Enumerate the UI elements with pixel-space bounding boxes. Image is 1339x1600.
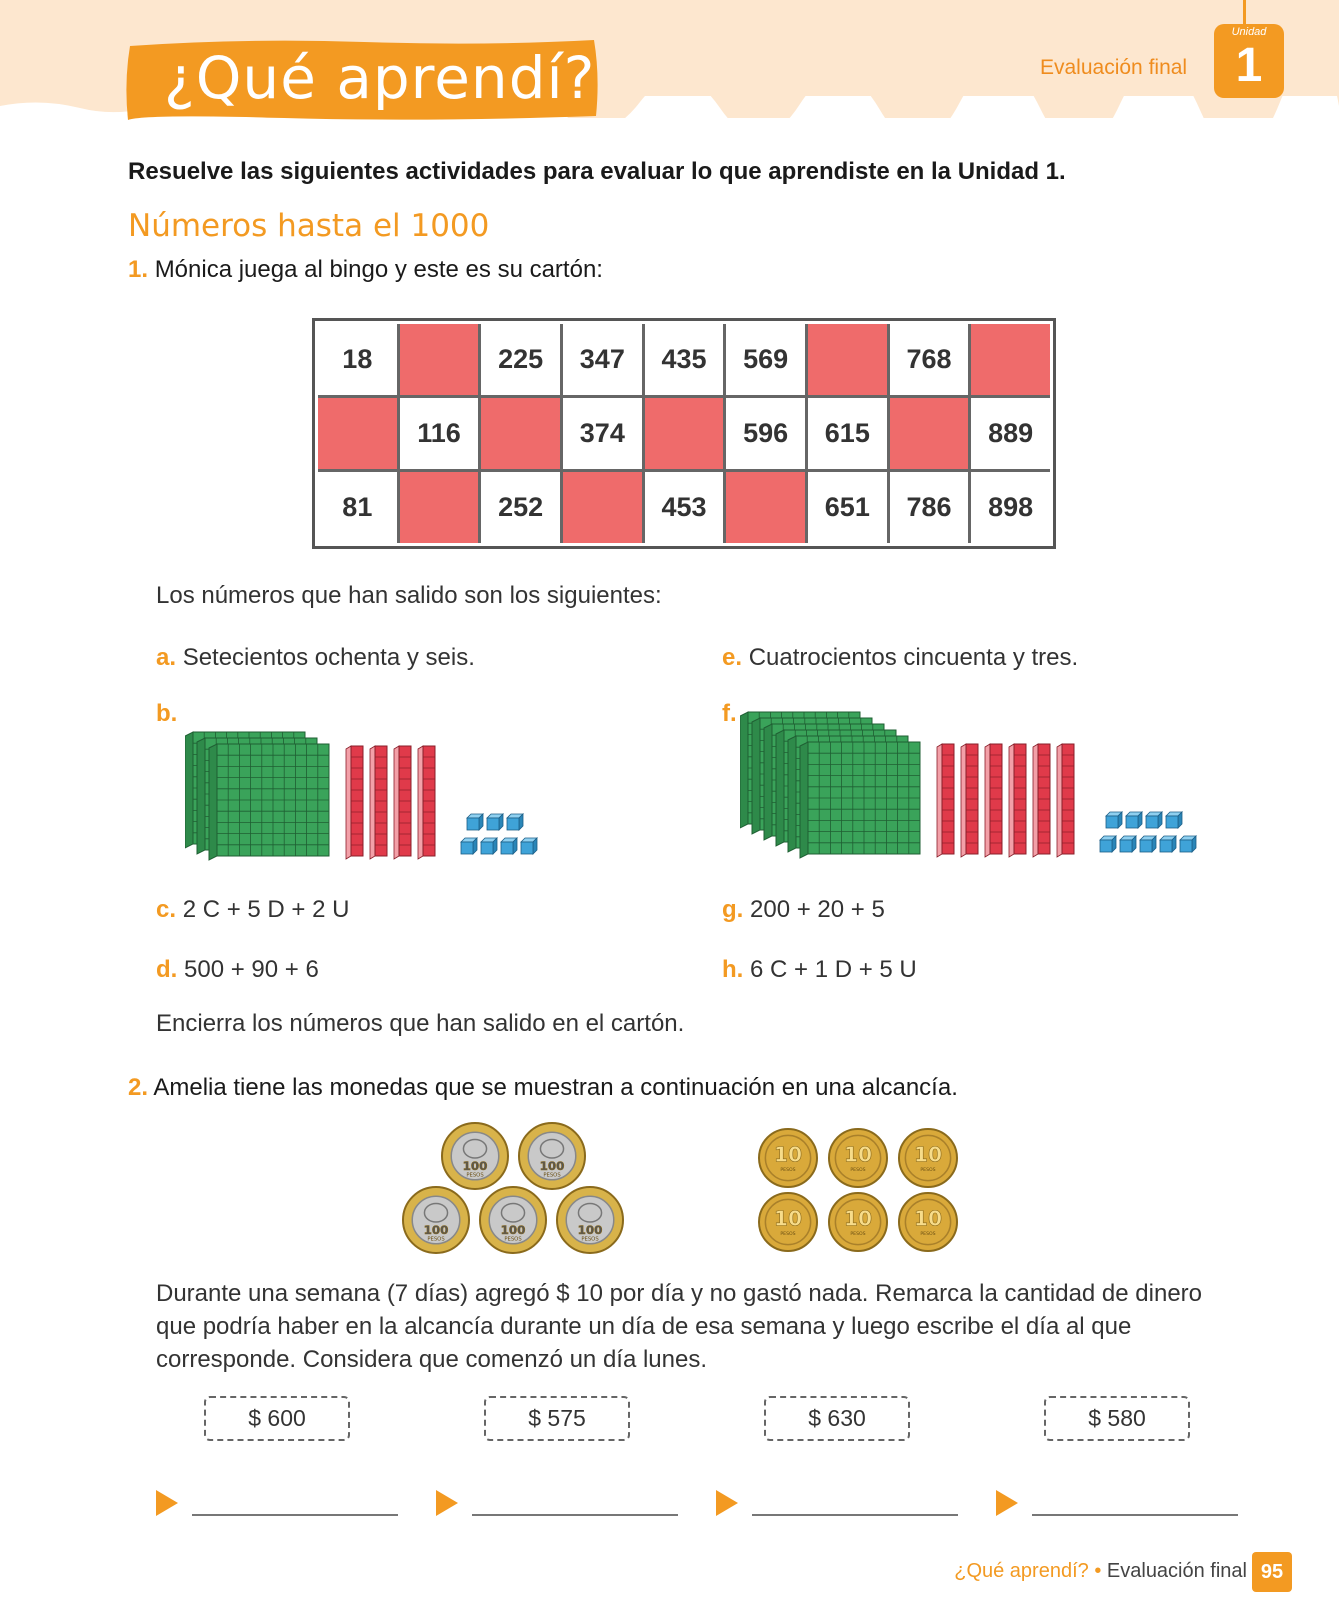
svg-text:10: 10 — [843, 1142, 873, 1167]
unit-cube — [1166, 812, 1182, 828]
hundred-block — [800, 742, 920, 858]
bingo-grid — [318, 324, 1050, 543]
item-a: a. Setecientos ochenta y seis. — [156, 644, 475, 671]
bingo-number-cell[interactable]: 889 — [971, 398, 1050, 469]
amount-option-630[interactable]: $ 630 — [764, 1396, 910, 1441]
unit-cube — [507, 814, 523, 830]
unit-cube — [1140, 836, 1156, 852]
unit-number: 1 — [1235, 39, 1263, 92]
svg-text:PESOS: PESOS — [850, 1168, 866, 1174]
coin-100-icon — [480, 1187, 546, 1253]
coin-10-icon — [899, 1193, 957, 1251]
section-label: Evaluación final — [1040, 56, 1188, 79]
page-number: 95 — [1252, 1552, 1292, 1592]
coin-10-icon — [759, 1129, 817, 1187]
write-line[interactable] — [752, 1514, 958, 1516]
bingo-number-cell[interactable]: 225 — [481, 324, 560, 395]
bingo-number-cell[interactable]: 615 — [808, 398, 887, 469]
item-f-letter: f. — [722, 700, 737, 727]
unit-cube — [521, 838, 537, 854]
svg-text:PESOS: PESOS — [504, 1236, 522, 1243]
unit-cube — [481, 838, 497, 854]
arrow-icon — [716, 1490, 738, 1516]
amount-option-575[interactable]: $ 575 — [484, 1396, 630, 1441]
bingo-number-cell[interactable]: 786 — [890, 472, 969, 543]
coin-10-icon — [759, 1193, 817, 1251]
ten-rod — [1057, 744, 1074, 857]
coin-10-icon — [829, 1193, 887, 1251]
coin-10-icon — [829, 1129, 887, 1187]
bingo-number-cell[interactable]: 768 — [890, 324, 969, 395]
ten-rod — [1009, 744, 1026, 857]
svg-text:10: 10 — [913, 1206, 943, 1231]
coin-100-icon — [442, 1123, 508, 1189]
paragraph-line-1: Durante una semana (7 días) agregó $ 10 por día y no gastó nada. Remarca la cantidad de dinero — [156, 1280, 1203, 1307]
svg-text:PESOS: PESOS — [581, 1236, 599, 1243]
question-text: Mónica juega al bingo y este es su cartón: — [154, 256, 603, 283]
bingo-blank-cell — [563, 472, 642, 543]
ten-rod — [346, 746, 363, 859]
bingo-number-cell[interactable]: 435 — [645, 324, 724, 395]
question-1 — [128, 256, 603, 284]
svg-text:10: 10 — [773, 1206, 803, 1231]
bingo-number-cell[interactable]: 347 — [563, 324, 642, 395]
svg-text:PESOS: PESOS — [427, 1236, 445, 1243]
svg-text:10: 10 — [913, 1142, 943, 1167]
bingo-number-cell[interactable]: 18 — [318, 324, 397, 395]
svg-text:PESOS: PESOS — [920, 1232, 936, 1238]
bingo-card — [312, 318, 1056, 549]
subheading: Números hasta el 1000 — [128, 208, 490, 244]
ten-rod — [394, 746, 411, 859]
bingo-blank-cell — [808, 324, 887, 395]
unit-cube — [467, 814, 483, 830]
unit-cube — [501, 838, 517, 854]
base-ten-blocks-b — [185, 720, 585, 870]
item-b-letter: b. — [156, 700, 178, 727]
bingo-number-cell[interactable]: 651 — [808, 472, 887, 543]
bingo-number-cell[interactable]: 116 — [400, 398, 479, 469]
bingo-blank-cell — [971, 324, 1050, 395]
ten-rod — [937, 744, 954, 857]
closing-instruction: Encierra los números que han salido en el cartón. — [156, 1010, 685, 1037]
bingo-number-cell[interactable]: 596 — [726, 398, 805, 469]
bingo-number-cell[interactable]: 569 — [726, 324, 805, 395]
item-h: h. 6 C + 1 D + 5 U — [722, 956, 917, 983]
bingo-number-cell[interactable]: 453 — [645, 472, 724, 543]
write-line[interactable] — [1032, 1514, 1238, 1516]
instructions: Resuelve las siguientes actividades para evaluar lo que aprendiste en la Unidad 1. — [128, 158, 1066, 185]
hundred-block — [209, 744, 329, 860]
question-text: Amelia tiene las monedas que se muestran a continuación en una alcancía. — [153, 1074, 958, 1101]
svg-text:100: 100 — [577, 1222, 603, 1237]
svg-text:100: 100 — [423, 1222, 449, 1237]
arrow-icon — [436, 1490, 458, 1516]
svg-text:10: 10 — [843, 1206, 873, 1231]
arrow-icon — [156, 1490, 178, 1516]
bingo-blank-cell — [318, 398, 397, 469]
item-d: d. 500 + 90 + 6 — [156, 956, 319, 983]
ten-rod — [1033, 744, 1050, 857]
footer-section: Evaluación final — [1106, 1560, 1247, 1582]
coin-10-icon — [899, 1129, 957, 1187]
ten-rod — [985, 744, 1002, 857]
item-e: e. Cuatrocientos cincuenta y tres. — [722, 644, 1079, 671]
svg-text:PESOS: PESOS — [780, 1168, 796, 1174]
ten-rod — [370, 746, 387, 859]
write-line[interactable] — [192, 1514, 398, 1516]
svg-text:PESOS: PESOS — [850, 1232, 866, 1238]
write-line[interactable] — [472, 1514, 678, 1516]
footer — [954, 1560, 1247, 1583]
unit-tab — [1214, 24, 1284, 98]
ten-rod — [961, 744, 978, 857]
bingo-number-cell[interactable]: 898 — [971, 472, 1050, 543]
bingo-number-cell[interactable]: 374 — [563, 398, 642, 469]
unit-cube — [1180, 836, 1196, 852]
title-banner — [124, 36, 602, 124]
unit-cube — [1146, 812, 1162, 828]
coins-100-pesos — [400, 1120, 640, 1270]
question-number: 2. — [128, 1074, 149, 1101]
svg-text:10: 10 — [773, 1142, 803, 1167]
bingo-blank-cell — [400, 324, 479, 395]
svg-text:100: 100 — [462, 1158, 488, 1173]
base-ten-blocks-f — [740, 700, 1240, 870]
unit-word: Unidad — [1231, 26, 1267, 38]
paragraph-line-2: que podría haber en la alcancía durante un día de esa semana y luego escribe el día al que — [156, 1313, 1132, 1340]
coin-100-icon — [557, 1187, 623, 1253]
question-2 — [128, 1074, 958, 1102]
footer-title: ¿Qué aprendí? — [954, 1560, 1089, 1582]
bingo-blank-cell — [890, 398, 969, 469]
bingo-number-cell[interactable]: 81 — [318, 472, 397, 543]
svg-text:PESOS: PESOS — [543, 1172, 561, 1179]
svg-text:PESOS: PESOS — [466, 1172, 484, 1179]
unit-cube — [461, 838, 477, 854]
unit-cube — [487, 814, 503, 830]
unit-cube — [1160, 836, 1176, 852]
svg-text:100: 100 — [539, 1158, 565, 1173]
question-number: 1. — [128, 256, 149, 283]
bingo-blank-cell — [645, 398, 724, 469]
svg-text:PESOS: PESOS — [780, 1232, 796, 1238]
ten-rod — [418, 746, 435, 859]
unit-cube — [1120, 836, 1136, 852]
amount-option-580[interactable]: $ 580 — [1044, 1396, 1190, 1441]
arrow-icon — [996, 1490, 1018, 1516]
page-title: ¿Qué aprendí? — [164, 44, 596, 112]
svg-text:PESOS: PESOS — [920, 1168, 936, 1174]
paragraph-line-3: corresponde. Considera que comenzó un día lunes. — [156, 1346, 708, 1373]
coin-100-icon — [519, 1123, 585, 1189]
item-g: g. 200 + 20 + 5 — [722, 896, 885, 923]
item-c: c. 2 C + 5 D + 2 U — [156, 896, 350, 923]
unit-cube — [1106, 812, 1122, 828]
numbers-intro: Los números que han salido son los siguientes: — [156, 582, 662, 609]
unit-cube — [1126, 812, 1142, 828]
unit-cube — [1100, 836, 1116, 852]
bingo-blank-cell — [726, 472, 805, 543]
svg-text:100: 100 — [500, 1222, 526, 1237]
bingo-blank-cell — [481, 398, 560, 469]
footer-separator: • — [1094, 1560, 1102, 1582]
bingo-blank-cell — [400, 472, 479, 543]
coin-100-icon — [403, 1187, 469, 1253]
coins-10-pesos — [758, 1120, 978, 1270]
bingo-number-cell[interactable]: 252 — [481, 472, 560, 543]
amount-option-600[interactable]: $ 600 — [204, 1396, 350, 1441]
